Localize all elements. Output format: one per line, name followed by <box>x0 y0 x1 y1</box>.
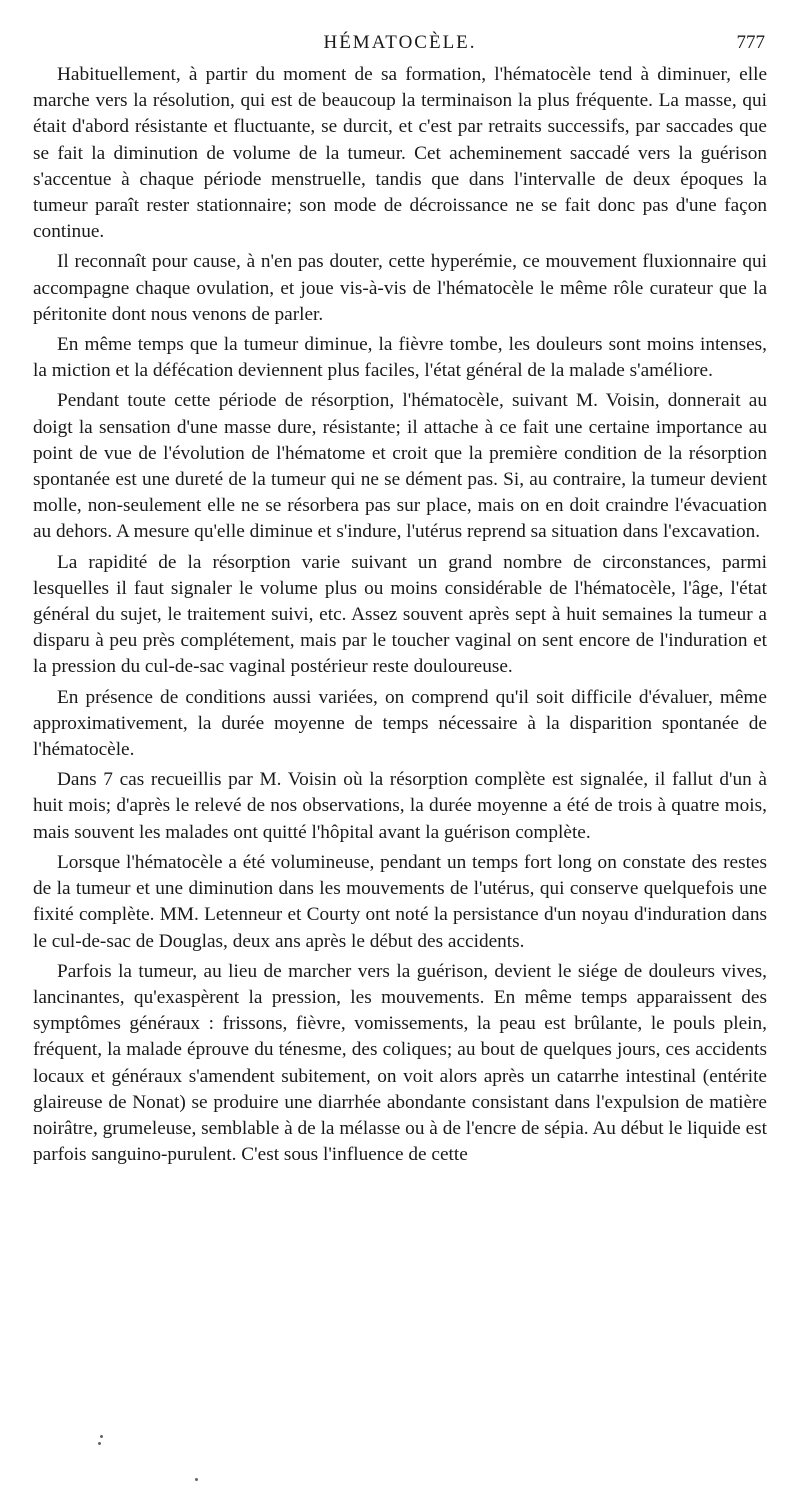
body-text <box>33 62 767 1168</box>
ink-speck <box>100 1435 103 1438</box>
paragraph: Parfois la tumeur, au lieu de marcher vers la guérison, devient le siége de douleurs vives, lancinantes, qu'exaspèrent la pression, les mouvements. En même temps apparaissent des symptômes généraux : frissons, fièvre, vomissements, la peau est brûlante, le pouls plein, fréquent, la malade éprouve du ténesme, des coliques; au bout de quelques jours, ces accidents locaux et généraux s'amendent subitement, on voit alors après un catarrhe intestinal (entérite glaireuse de Nonat) se produire une diarrhée abondante consistant dans l'expulsion de matière noirâtre, grumeleuse, semblable à de la mélasse ou à de l'encre de sépia. Au début le liquide est parfois sanguino-purulent. C'est sous l'influence de cette <box>33 960 767 1166</box>
paragraph: Dans 7 cas recueillis par M. Voisin où la résorption complète est signalée, il fallut d'un à huit mois; d'après le relevé de nos observations, la durée moyenne a été de trois à quatre mois, mais souvent les malades ont quitté l'hôpital avant la guérison complète. <box>33 769 767 843</box>
running-head <box>33 30 767 60</box>
running-title: HÉMATOCÈLE. <box>323 32 477 53</box>
paragraph: Habituellement, à partir du moment de sa formation, l'hématocèle tend à diminuer, elle marche vers la résolution, qui est de beaucoup la terminaison la plus fréquente. La masse, qui était d'abord résistante et fluctuante, se durcit, et c'est par retraits successifs, par saccades que se fait la diminution de volume de la tumeur. Cet acheminement saccadé vers la guérison s'accentue à chaque période menstruelle, tandis que dans l'intervalle de deux époques la tumeur paraît rester stationnaire; son mode de décroissance ne se fait donc pas d'une façon continue. <box>33 64 767 243</box>
page-number: 777 <box>736 32 765 53</box>
page-specks <box>0 1430 800 1490</box>
paragraph: En même temps que la tumeur diminue, la fièvre tombe, les douleurs sont moins intenses, la miction et la défécation deviennent plus faciles, l'état général de la malade s'améliore. <box>33 334 767 382</box>
ink-speck <box>98 1442 101 1445</box>
ink-speck <box>195 1478 198 1481</box>
paragraph: La rapidité de la résorption varie suivant un grand nombre de circonstances, parmi lesquelles il faut signaler le volume plus ou moins considérable de l'hématocèle, l'âge, l'état général du sujet, le traitement suivi, etc. Assez souvent après sept à huit semaines la tumeur a disparu à peu près complétement, mais par le toucher vaginal on sent encore de l'induration et la pression du cul-de-sac vaginal postérieur reste douloureuse. <box>33 551 767 678</box>
paragraph: Lorsque l'hématocèle a été volumineuse, pendant un temps fort long on constate des restes de la tumeur et une diminution dans les mouvements de l'utérus, qui conserve quelquefois une fixité complète. MM. Letenneur et Courty ont noté la persistance d'un noyau d'induration dans le cul-de-sac de Douglas, deux ans après le début des accidents. <box>33 851 767 952</box>
paragraph: En présence de conditions aussi variées, on comprend qu'il soit difficile d'évaluer, même approximativement, la durée moyenne de temps nécessaire à la disparition spontanée de l'hématocèle. <box>33 686 767 761</box>
paragraph: Il reconnaît pour cause, à n'en pas douter, cette hyperémie, ce mouvement fluxionnaire qui accompagne chaque ovulation, et joue vis-à-vis de l'hématocèle le même rôle curateur que la péritonite dont nous venons de parler. <box>33 251 767 325</box>
document-page <box>33 30 767 1172</box>
paragraph: Pendant toute cette période de résorption, l'hématocèle, suivant M. Voisin, donnerait au doigt la sensation d'une masse dure, résistante; il attache à ce fait une certaine importance au point de vue de l'évolution de l'hématome et croit que la première condition de la résorption spontanée est une dureté de la tumeur qui ne se dément pas. Si, au contraire, la tumeur devient molle, non-seulement elle ne se résorbera pas sur place, mais on en doit craindre l'évacuation au dehors. A mesure qu'elle diminue et s'indure, l'utérus reprend sa situation dans l'excavation. <box>33 390 767 543</box>
